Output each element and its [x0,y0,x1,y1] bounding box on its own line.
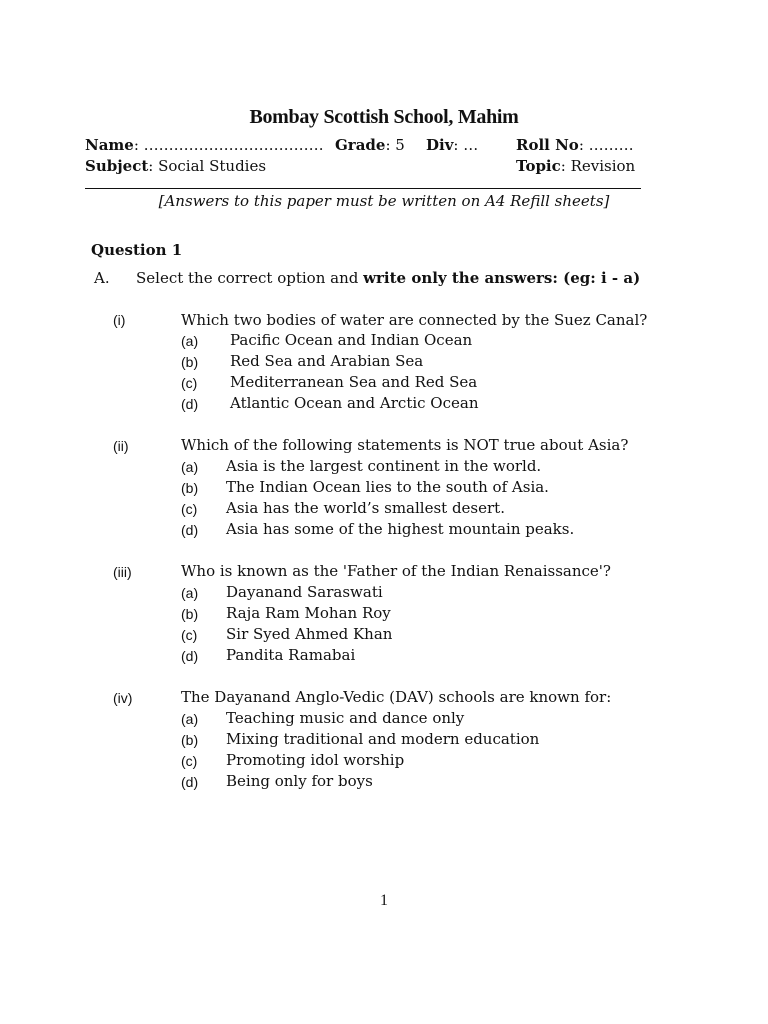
option-letter: (b) [181,732,199,748]
option-letter: (d) [181,774,199,790]
item-question: Which of the following statements is NOT true about Asia? [181,436,629,454]
topic-label: Topic [516,157,561,175]
item-number: (iii) [113,564,132,580]
option-text: Teaching music and dance only [226,709,465,727]
option-letter: (d) [181,396,199,412]
option-text: Asia has some of the highest mountain peaks. [226,520,575,538]
item-number: (i) [113,312,126,328]
option-text: Asia has the world’s smallest desert. [226,499,505,517]
div-value: : … [453,136,479,154]
item-number: (ii) [113,438,129,454]
option-text: Mixing traditional and modern education [226,730,540,748]
section-instruction [136,269,640,287]
item-question: Which two bodies of water are connected by the Suez Canal? [181,311,648,329]
item-question: Who is known as the 'Father of the Indian Renaissance'? [181,562,611,580]
roll-no-field [516,135,634,155]
section-letter: A. [94,269,110,287]
option-text: Pandita Ramabai [226,646,356,664]
option-letter: (d) [181,648,199,664]
option-text: Asia is the largest continent in the world. [226,457,542,475]
header-divider [85,188,641,189]
option-text: Mediterranean Sea and Red Sea [230,373,478,391]
name-field [85,135,324,155]
option-letter: (a) [181,333,199,349]
option-text: Sir Syed Ahmed Khan [226,625,393,643]
option-letter: (c) [181,627,198,643]
subject-field [85,156,266,176]
name-label: Name [85,136,134,154]
option-letter: (c) [181,753,198,769]
section-instruction-bold: write only the answers: (eg: i - a) [363,269,641,287]
option-letter: (a) [181,711,199,727]
option-text: Promoting idol worship [226,751,405,769]
option-text: Atlantic Ocean and Arctic Ocean [230,394,479,412]
option-text: Dayanand Saraswati [226,583,383,601]
option-letter: (b) [181,354,199,370]
topic-value: : Revision [560,157,636,175]
div-field [426,135,478,155]
name-value: : ……………………………… [133,136,324,154]
option-text: Red Sea and Arabian Sea [230,352,424,370]
option-letter: (b) [181,480,199,496]
question-title: Question 1 [91,241,183,259]
option-text: Being only for boys [226,772,373,790]
option-letter: (a) [181,585,199,601]
option-letter: (c) [181,375,198,391]
option-text: Pacific Ocean and Indian Ocean [230,331,473,349]
option-text: Raja Ram Mohan Roy [226,604,391,622]
option-text: The Indian Ocean lies to the south of Asia. [226,478,549,496]
section-instruction-plain: Select the correct option and [136,269,364,287]
div-label: Div [426,136,454,154]
grade-label: Grade [335,136,386,154]
school-title: Bombay Scottish School, Mahim [249,106,519,128]
subject-value: : Social Studies [148,157,267,175]
option-letter: (a) [181,459,199,475]
grade-field [335,135,405,155]
roll-no-value: : ……… [578,136,634,154]
option-letter: (d) [181,522,199,538]
topic-field [516,156,635,176]
item-question: The Dayanand Anglo-Vedic (DAV) schools are known for: [181,688,612,706]
page-number: 1 [380,892,388,909]
instruction-text: [Answers to this paper must be written on A4 Refill sheets] [158,192,610,210]
grade-value: : 5 [385,136,405,154]
roll-no-label: Roll No [516,136,579,154]
option-letter: (b) [181,606,199,622]
option-letter: (c) [181,501,198,517]
item-number: (iv) [113,690,133,706]
subject-label: Subject [85,157,149,175]
